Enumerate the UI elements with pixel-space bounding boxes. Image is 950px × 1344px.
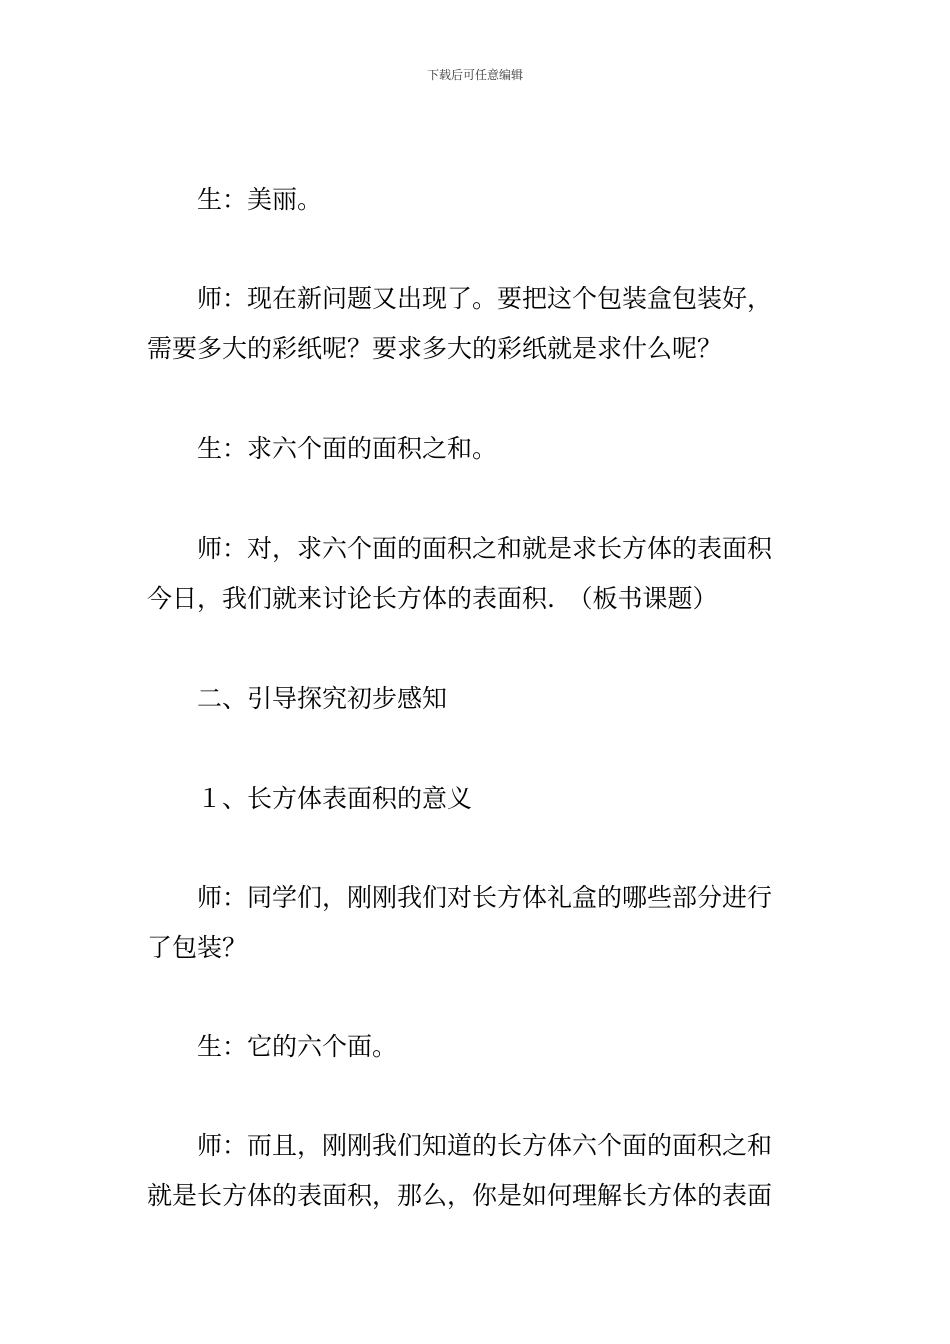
- text-line: 师：对，求六个面的面积之和就是求长方体的表面积: [197, 534, 773, 563]
- dialogue-paragraph: [147, 524, 807, 624]
- dialogue-paragraph: [147, 274, 807, 374]
- text-line: 生：它的六个面。: [197, 1032, 398, 1061]
- text-line: １、长方体表面积的意义: [197, 784, 473, 813]
- text-line: 今日，我们就来讨论长方体的表面积. （板书课题）: [147, 584, 718, 613]
- dialogue-paragraph: [147, 424, 807, 474]
- text-line: 了包装？: [147, 933, 248, 962]
- text-line: 师：而且，刚刚我们知道的长方体六个面的面积之和: [197, 1131, 773, 1160]
- dialogue-paragraph: [147, 873, 807, 973]
- text-line: 生：美丽。: [197, 185, 323, 214]
- subsection-heading: [147, 774, 807, 824]
- text-line: 生：求六个面的面积之和。: [197, 434, 498, 463]
- dialogue-paragraph: [147, 175, 807, 225]
- text-line: 师：现在新问题又出现了。要把这个包装盒包装好，: [197, 284, 773, 313]
- page-header: 下载后可任意编辑: [426, 68, 523, 82]
- dialogue-paragraph: [147, 1022, 807, 1072]
- text-line: 二、引导探究初步感知: [197, 684, 448, 713]
- text-line: 就是长方体的表面积，那么，你是如何理解长方体的表面: [147, 1181, 773, 1210]
- text-line: 师：同学们，刚刚我们对长方体礼盒的哪些部分进行: [197, 883, 773, 912]
- section-heading: [147, 674, 807, 724]
- text-line: 需要多大的彩纸呢？要求多大的彩纸就是求什么呢？: [147, 334, 723, 363]
- dialogue-paragraph: [147, 1121, 807, 1221]
